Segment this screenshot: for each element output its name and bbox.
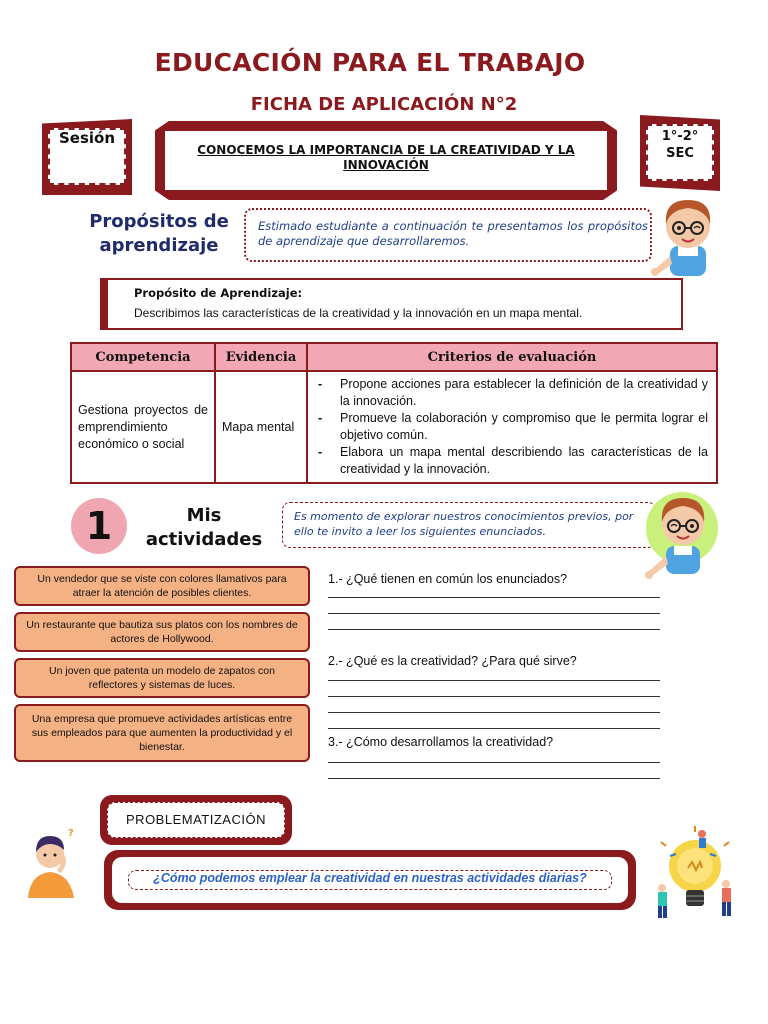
criteria-list: [314, 376, 710, 478]
boy-pointing-icon: [640, 486, 724, 582]
answer-line[interactable]: [328, 613, 660, 614]
cell-criterios: [307, 371, 717, 483]
answer-line[interactable]: [328, 712, 660, 713]
grade-line-2: SEC: [666, 146, 694, 161]
learning-purpose-text: Describimos las características de la creatividad y la innovación en un mapa mental.: [134, 306, 583, 320]
table-row: [71, 371, 717, 483]
answer-line[interactable]: [328, 696, 660, 697]
criteria-item: - Propone acciones para establecer la definición de la creatividad y la innovación.: [340, 376, 708, 410]
criteria-item: - Elabora un mapa mental describiendo las características de la creatividad y la innovación.: [340, 444, 708, 478]
intro-text: Estimado estudiante a continuación te presentamos los propósitos de aprendizaje que desarrollaremos.: [258, 219, 648, 248]
learning-purpose-title: Propósito de Aprendizaje:: [134, 286, 303, 300]
svg-text:?: ?: [68, 828, 74, 839]
grade-line-1: 1°-2°: [661, 129, 699, 144]
lightbulb-team-icon: [650, 826, 740, 922]
answer-line[interactable]: [328, 680, 660, 681]
header-evidencia: Evidencia: [215, 343, 307, 371]
answer-line[interactable]: [328, 762, 660, 763]
document-title: EDUCACIÓN PARA EL TRABAJO: [154, 48, 586, 77]
topic-title: CONOCEMOS LA IMPORTANCIA DE LA CREATIVIDAD Y LA INNOVACIÓN: [197, 143, 575, 172]
answer-line[interactable]: [328, 728, 660, 729]
answer-line[interactable]: [328, 629, 660, 630]
statement-card: Un restaurante que bautiza sus platos con los nombres de actores de Hollywood.: [14, 612, 310, 652]
learning-purpose-accent: [100, 278, 108, 330]
cell-evidencia: Mapa mental: [215, 371, 307, 483]
thinking-boy-icon: [22, 826, 84, 898]
document-subtitle: FICHA DE APLICACIÓN N°2: [250, 94, 518, 115]
statement-card: Un joven que patenta un modelo de zapatos con reflectores y sistemas de luces.: [14, 658, 310, 698]
statement-card: Un vendedor que se viste con colores llamativos para atraer la atención de posibles clientes.: [14, 566, 310, 606]
question-3: 3.- ¿Cómo desarrollamos la creatividad?: [328, 735, 554, 749]
answer-line[interactable]: [328, 778, 660, 779]
cell-competencia: Gestiona proyectos de emprendimiento económico o social: [71, 371, 215, 483]
header-competencia: Competencia: [71, 343, 215, 371]
problem-label: PROBLEMATIZACIÓN: [126, 812, 266, 827]
purposes-heading: Propósitos de aprendizaje: [89, 211, 229, 256]
explore-text: Es momento de explorar nuestros conocimientos previos, por ello te invito a leer los siguientes enunciados.: [294, 510, 634, 538]
question-2: 2.- ¿Qué es la creatividad? ¿Para qué sirve?: [328, 654, 577, 668]
criteria-item: - Promueve la colaboración y compromiso que le permita lograr el objetivo común.: [340, 410, 708, 444]
activities-heading: Mis actividades: [145, 505, 263, 550]
competence-table: [70, 342, 718, 484]
statement-card: Una empresa que promueve actividades artísticas entre sus empleados para que aumenten la productividad y el bienestar.: [14, 704, 310, 762]
answer-line[interactable]: [328, 597, 660, 598]
session-label: Sesión: [58, 129, 116, 147]
table-header-row: [71, 343, 717, 371]
step-number-circle: 1: [71, 498, 127, 554]
problem-question: ¿Cómo podemos emplear la creatividad en nuestras actividades diarias?: [153, 871, 587, 885]
grade-label: [640, 128, 720, 162]
header-criterios: Criterios de evaluación: [307, 343, 717, 371]
question-1: 1.- ¿Qué tienen en común los enunciados?: [328, 572, 568, 586]
boy-teacher-icon: [648, 190, 728, 282]
